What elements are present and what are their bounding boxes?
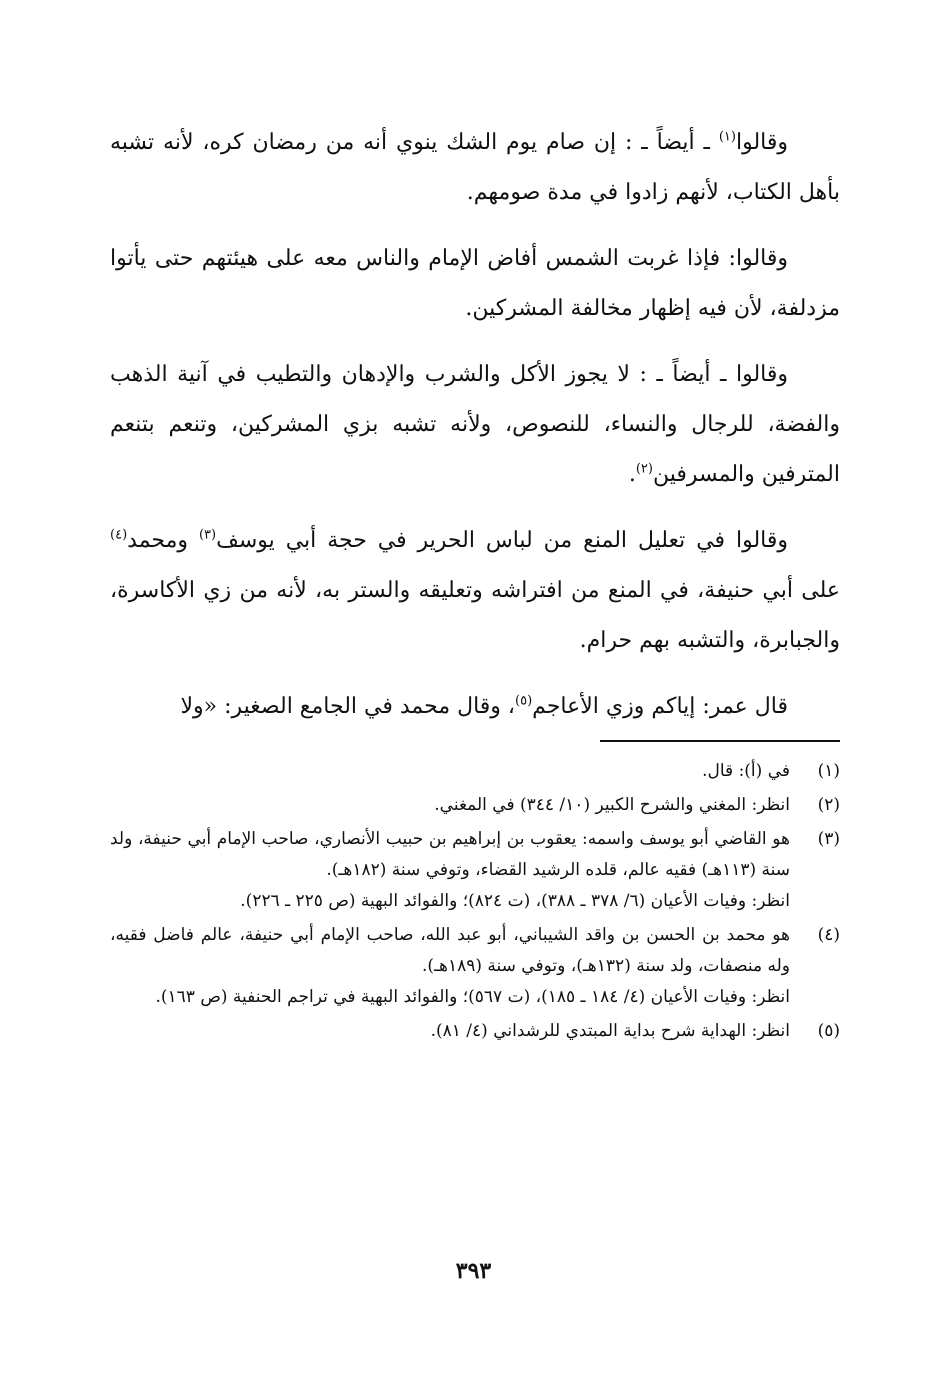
footnote-ref-3[interactable]: (٣): [198, 527, 217, 543]
footnote-number: (٢): [817, 795, 840, 815]
paragraph-text: ، وقال محمد في الجامع الصغير: «ولا: [180, 694, 516, 719]
paragraph-text: وقالوا: [735, 130, 788, 155]
footnote-source: انظر: وفيات الأعيان (٤/ ١٨٤ ـ ١٨٥)، (ت ٥٦٧)؛ والفوائد البهية في تراجم الحنفية (ص ١٦٣).: [155, 987, 790, 1007]
main-text: [110, 118, 840, 748]
footnote-1: [110, 756, 840, 787]
paragraph-text: وقالوا ـ أيضاً ـ : لا يجوز الأكل والشرب والإدهان والتطيب في آنية الذهب والفضة، للرجال والنساء، للنصوص، ولأنه تشبه بزي المشركين، وتنعم بتنعم المترفين والمسرفين: [110, 362, 840, 487]
paragraph-5: [110, 682, 840, 732]
footnote-ref-4[interactable]: (٤): [110, 527, 128, 543]
footnote-number: (٣): [817, 829, 840, 849]
footnote-ref-2[interactable]: (٢): [635, 461, 653, 477]
footnote-text: هو القاضي أبو يوسف واسمه: يعقوب بن إبراهيم بن حبيب الأنصاري، صاحب الإمام أبي حنيفة، ولد سنة (١١٣هـ) فقيه عالم، قلده الرشيد القضاء، وتوفي سنة (١٨٢هـ).: [110, 829, 790, 880]
paragraph-4: [110, 516, 840, 666]
footnote-source: انظر: وفيات الأعيان (٦/ ٣٧٨ ـ ٣٨٨)، (ت ٨٢٤)؛ والفوائد البهية (ص ٢٢٥ ـ ٢٢٦).: [240, 891, 790, 911]
footnote-number: (١): [817, 761, 840, 781]
footnotes: [110, 756, 840, 1050]
paragraph-text: قال عمر: إياكم وزي الأعاجم: [532, 694, 788, 719]
footnote-2: [110, 790, 840, 821]
footnote-text: انظر: المغني والشرح الكبير (١٠/ ٣٤٤) في المغني.: [434, 795, 790, 815]
paragraph-text: ـ أيضاً ـ : إن صام يوم الشك ينوي أنه من رمضان كره، لأنه تشبه بأهل الكتاب، لأنهم زادوا في مدة صومهم.: [110, 130, 840, 205]
footnote-5: [110, 1016, 840, 1047]
footnote-ref-5[interactable]: (٥): [515, 693, 533, 709]
footnote-text: انظر: الهداية شرح بداية المبتدي للرشداني (٤/ ٨١).: [430, 1021, 790, 1041]
paragraph-1: [110, 118, 840, 218]
page-number: ٣٩٣: [455, 1258, 492, 1284]
paragraph-text: ومحمد: [127, 528, 199, 553]
paragraph-text: وقالوا في تعليل المنع من لباس الحرير في حجة أبي يوسف: [216, 528, 789, 553]
footnote-text: هو محمد بن الحسن بن واقد الشيباني، أبو عبد الله، صاحب الإمام أبي حنيفة، عالم فاضل فقيه، وله منصفات، ولد سنة (١٣٢هـ)، وتوفي سنة (١٨٩هـ).: [110, 925, 790, 976]
footnote-4: [110, 920, 840, 1013]
footnote-number: (٤): [817, 925, 840, 945]
paragraph-text: وقالوا: فإذا غربت الشمس أفاض الإمام والناس معه على هيئتهم حتى يأتوا مزدلفة، لأن فيه إظهار مخالفة المشركين.: [110, 246, 840, 321]
footnote-divider: [600, 740, 840, 742]
paragraph-3: [110, 350, 840, 500]
paragraph-text: على أبي حنيفة، في المنع من افتراشه وتعليقه والستر به، لأنه من زي الأكاسرة، والجبابرة، والتشبه بهم حرام.: [110, 578, 840, 653]
footnote-3: [110, 824, 840, 917]
footnote-number: (٥): [817, 1021, 840, 1041]
footnote-text: في (أ): قال.: [702, 761, 790, 781]
footnote-ref-1[interactable]: (١): [718, 129, 736, 145]
paragraph-2: [110, 234, 840, 334]
paragraph-text: .: [628, 462, 636, 487]
